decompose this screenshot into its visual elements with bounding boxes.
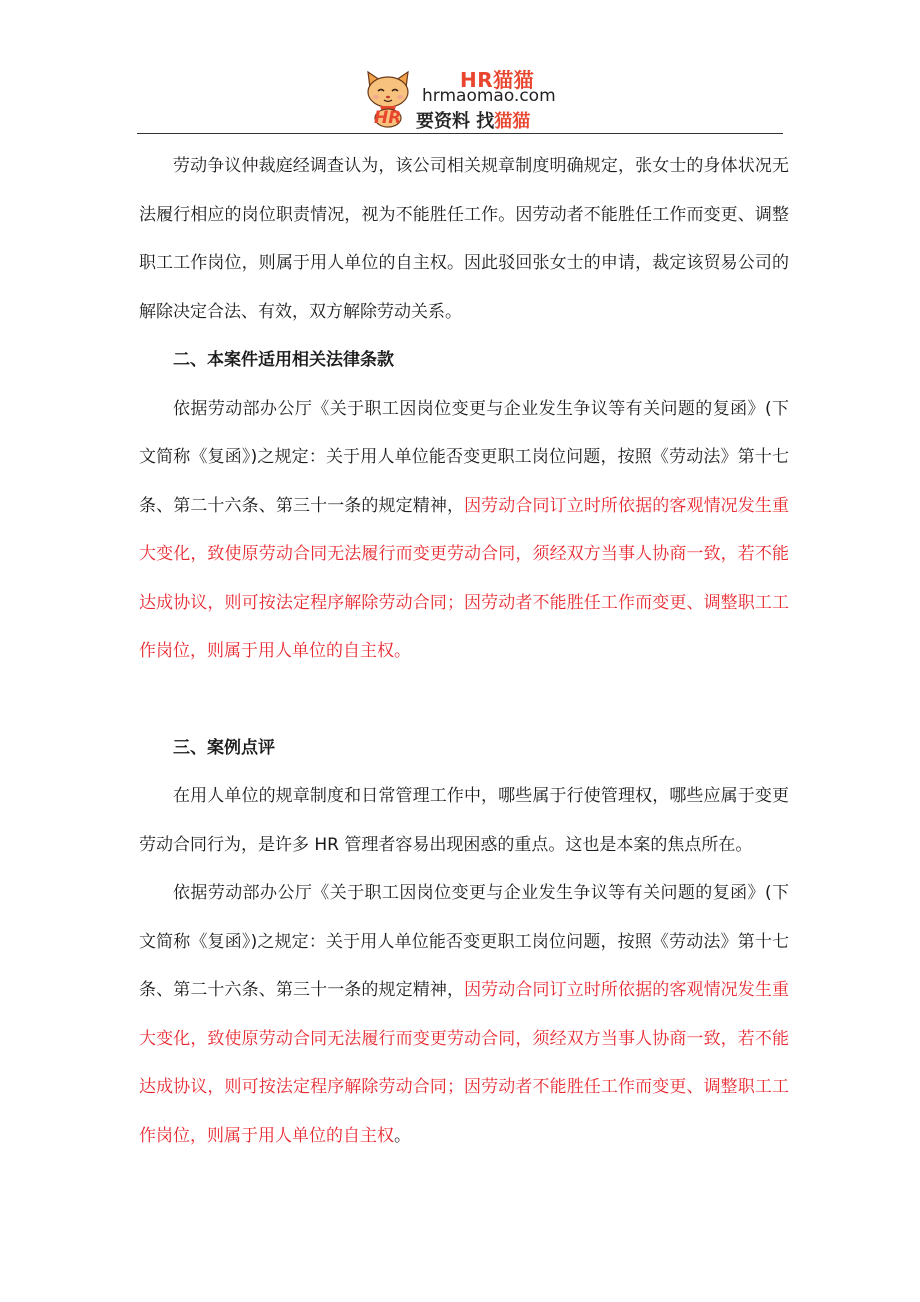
legal-basis-highlight: 因劳动合同订立时所依据的客观情况发生重大变化，致使原劳动合同无法履行而变更劳动合同，须经双方当事人协商一致，若不能达成协议，则可按法定程序解除劳动合同；因劳动者不能胜任工作而变更、调整职工工作岗位，则属于用人单位的自主权。	[139, 495, 790, 661]
page-header	[0, 0, 920, 136]
paragraph-legal-basis-repeat	[139, 869, 789, 1160]
section-heading-2: 二、本案件适用相关法律条款	[173, 350, 394, 370]
paragraph-legal-basis	[139, 385, 789, 676]
hr-mark: HR	[374, 108, 402, 128]
brand-name: HR猫猫	[460, 68, 535, 92]
legal-basis-repeat-text: 依据劳动部办公厅《关于职工因岗位变更与企业发生争议等有关问题的复函》(下文简称《复函》)之规定：关于用人单位能否变更职工岗位问题，按照《劳动法》第十七条、第二十六条、第三十一条的规定精神，	[139, 883, 789, 1000]
brand-slogan	[416, 107, 530, 133]
slogan-part-2: 猫猫	[494, 111, 531, 132]
document-body	[139, 142, 789, 1160]
legal-basis-repeat-highlight: 因劳动合同订立时所依据的客观情况发生重大变化，致使原劳动合同无法履行而变更劳动合同，须经双方当事人协商一致，若不能达成协议，则可按法定程序解除劳动合同；因劳动者不能胜任工作而变更、调整职工工作岗位，则属于用人单位的自主权	[139, 980, 790, 1146]
paragraph-arbitration-result: 劳动争议仲裁庭经调查认为，该公司相关规章制度明确规定，张女士的身体状况无法履行相应的岗位职责情况，视为不能胜任工作。因劳动者不能胜任工作而变更、调整职工工作岗位，则属于用人单位的自主权。因此驳回张女士的申请，裁定该贸易公司的解除决定合法、有效，双方解除劳动关系。	[139, 156, 789, 322]
section-heading-3: 三、案例点评	[173, 737, 275, 758]
brand-logo[interactable]	[360, 64, 560, 134]
legal-basis-text: 依据劳动部办公厅《关于职工因岗位变更与企业发生争议等有关问题的复函》(下文简称《复函》)之规定：关于用人单位能否变更职工岗位问题，按照《劳动法》第十七条、第二十六条、第三十一条的规定精神，	[139, 398, 789, 516]
paragraph-case-comment: 在用人单位的规章制度和日常管理工作中，哪些属于行使管理权，哪些应属于变更劳动合同行为，是许多 HR 管理者容易出现困惑的重点。这也是本案的焦点所在。	[139, 786, 789, 855]
slogan-part-1: 要资料 找	[416, 111, 495, 132]
header-divider	[137, 133, 783, 134]
spacer	[139, 676, 789, 724]
brand-domain: hrmaomao.com	[422, 86, 556, 106]
legal-basis-repeat-end: 。	[394, 1125, 411, 1146]
